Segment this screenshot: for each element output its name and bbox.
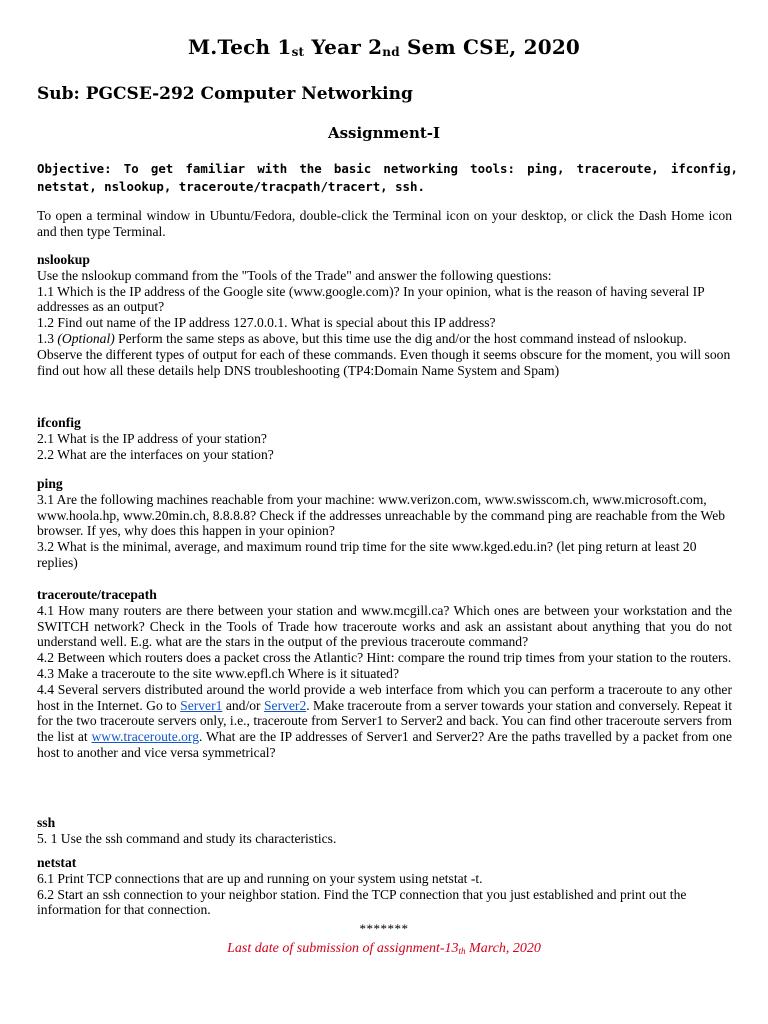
section-traceroute	[37, 587, 732, 761]
question-text: 2.2 What are the interfaces on your station?	[37, 446, 274, 462]
section-heading: ifconfig	[37, 415, 81, 430]
question-text: 4.3 Make a traceroute to the site www.epfl.ch Where is it situated?	[37, 665, 399, 681]
question-text: 1.3 (Optional) Perform the same steps as above, but this time use the dig and/or the host command instead of nslookup. Observe the different types of output for each of these commands. Even though it seems obscure for the moment, you will soon find out how all these details help DNS troubleshooting (TP4:Domain Name System and Spam)	[37, 330, 731, 378]
optional-label: (Optional)	[57, 330, 115, 346]
server2-link[interactable]: Server2	[263, 697, 307, 713]
question-text: 6.1 Print TCP connections that are up and running on your system using netstat -t.	[37, 870, 483, 886]
question-text: 3.1 Are the following machines reachable from your machine: www.verizon.com, www.swisscom.ch, www.microsoft.com, www.hoola.hp, www.20min.ch, 8.8.8.8? Check if the addresses unreachable by the command ping are reachable from the Web browser. If yes, why does this happen in your opinion?	[37, 491, 726, 539]
question-text: Use the nslookup command from the "Tools of the Trade" and answer the following questions:	[37, 267, 552, 283]
section-heading: ssh	[37, 815, 56, 830]
question-text: 6.2 Start an ssh connection to your neighbor station. Find the TCP connection that you just established and print out the information for that connection.	[37, 886, 687, 918]
question-text: 1.1 Which is the IP address of the Google site (www.google.com)? In your opinion, what is the reason of having several IP addresses as an output?	[37, 283, 705, 315]
question-text: 4.2 Between which routers does a packet cross the Atlantic? Hint: compare the round trip times from your station to the routers.	[37, 650, 732, 666]
section-heading: netstat	[37, 855, 77, 870]
document-title: M.Tech $1_{st}$ Year $2_{nd}$ Sem CSE, 2020	[187, 35, 581, 59]
separator-stars: *******	[359, 921, 409, 936]
section-ping	[37, 476, 732, 571]
traceroute-org-link[interactable]: www.traceroute.org	[91, 729, 200, 745]
question-text: 3.2 What is the minimal, average, and maximum round trip time for the site www.kged.edu.in? (let ping return at least 20 replies)	[37, 539, 697, 570]
section-heading: traceroute/tracepath	[37, 587, 157, 602]
question-text: 2.1 What is the IP address of your station?	[37, 430, 267, 446]
ordinal-suffix: th	[458, 946, 466, 956]
intro-paragraph: To open a terminal window in Ubuntu/Fedora, double-click the Terminal icon on your desktop, or click the Dash Home icon and then type Terminal.	[37, 208, 732, 239]
submission-deadline: Last date of submission of assignment-$13_{th}$ March, 2020	[227, 941, 541, 956]
section-heading: nslookup	[37, 252, 90, 267]
objective-text: Objective: To get familiar with the basic networking tools: ping, traceroute, ifconfig, netstat, nslookup, traceroute/tracpath/tracert, ssh.	[37, 161, 738, 194]
subject-line: Sub: PGCSE-292 Computer Networking	[37, 84, 413, 104]
question-text: 4.1 How many routers are there between your station and www.mcgill.ca? Which ones are between your workstation and the SWITCH network? Check in the Tools of Trade how traceroute works and ask an assistant about anything that you do not understand well. E.g. what are the stars in the output of the previous traceroute command?	[37, 602, 732, 650]
section-ssh	[37, 815, 732, 847]
ordinal-suffix: nd	[382, 45, 400, 59]
assignment-heading: Assignment-I	[327, 124, 441, 142]
section-ifconfig	[37, 415, 732, 462]
section-netstat	[37, 855, 732, 918]
server1-link[interactable]: Server1	[180, 697, 223, 713]
question-text: 4.4 Several servers distributed around the world provide a web interface from which you can perform a traceroute to any other host in the Internet. Go to Server1 and/or Server2. Make traceroute from a server towards your station and conversely. Repeat it for the two traceroute servers only, i.e., traceroute from Server1 to Server2 and back. You can find other traceroute servers from the list at www.traceroute.org. What are the IP addresses of Server1 and Server2? Are the paths travelled by a packet from one host to another and vice versa symmetrical?	[37, 681, 732, 760]
section-heading: ping	[37, 476, 63, 491]
section-nslookup	[37, 252, 732, 378]
question-text: 1.2 Find out name of the IP address 127.0.0.1. What is special about this IP address?	[37, 315, 496, 331]
ordinal-suffix: st	[291, 45, 305, 59]
question-text: 5. 1 Use the ssh command and study its characteristics.	[37, 830, 337, 846]
